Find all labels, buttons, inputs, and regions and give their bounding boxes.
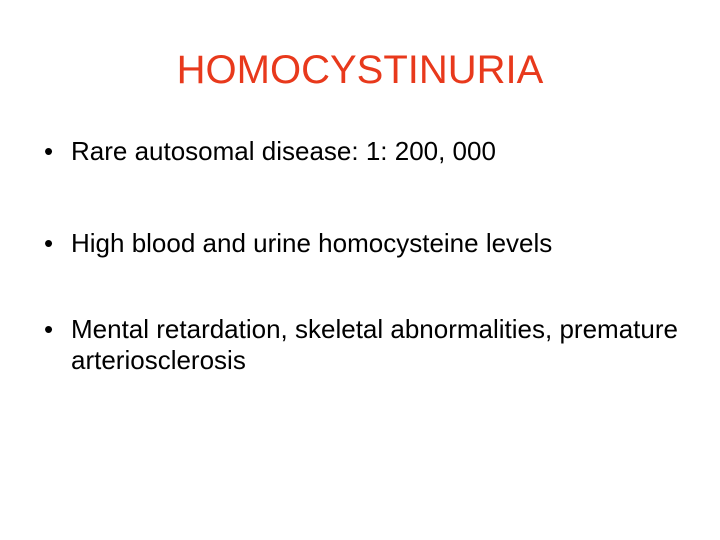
bullet-icon: • bbox=[44, 228, 54, 258]
bullet-item bbox=[44, 136, 684, 167]
bullet-text: High blood and urine homocysteine levels bbox=[71, 228, 553, 258]
bullet-icon: • bbox=[44, 136, 54, 166]
bullet-text: Mental retardation, skeletal abnormalities, premature arteriosclerosis bbox=[71, 314, 678, 375]
bullet-icon: • bbox=[44, 314, 54, 344]
slide-title: HOMOCYSTINURIA bbox=[176, 48, 544, 92]
bullet-item bbox=[44, 314, 684, 376]
bullet-item bbox=[44, 228, 684, 259]
bullet-text: Rare autosomal disease: 1: 200, 000 bbox=[71, 136, 496, 166]
